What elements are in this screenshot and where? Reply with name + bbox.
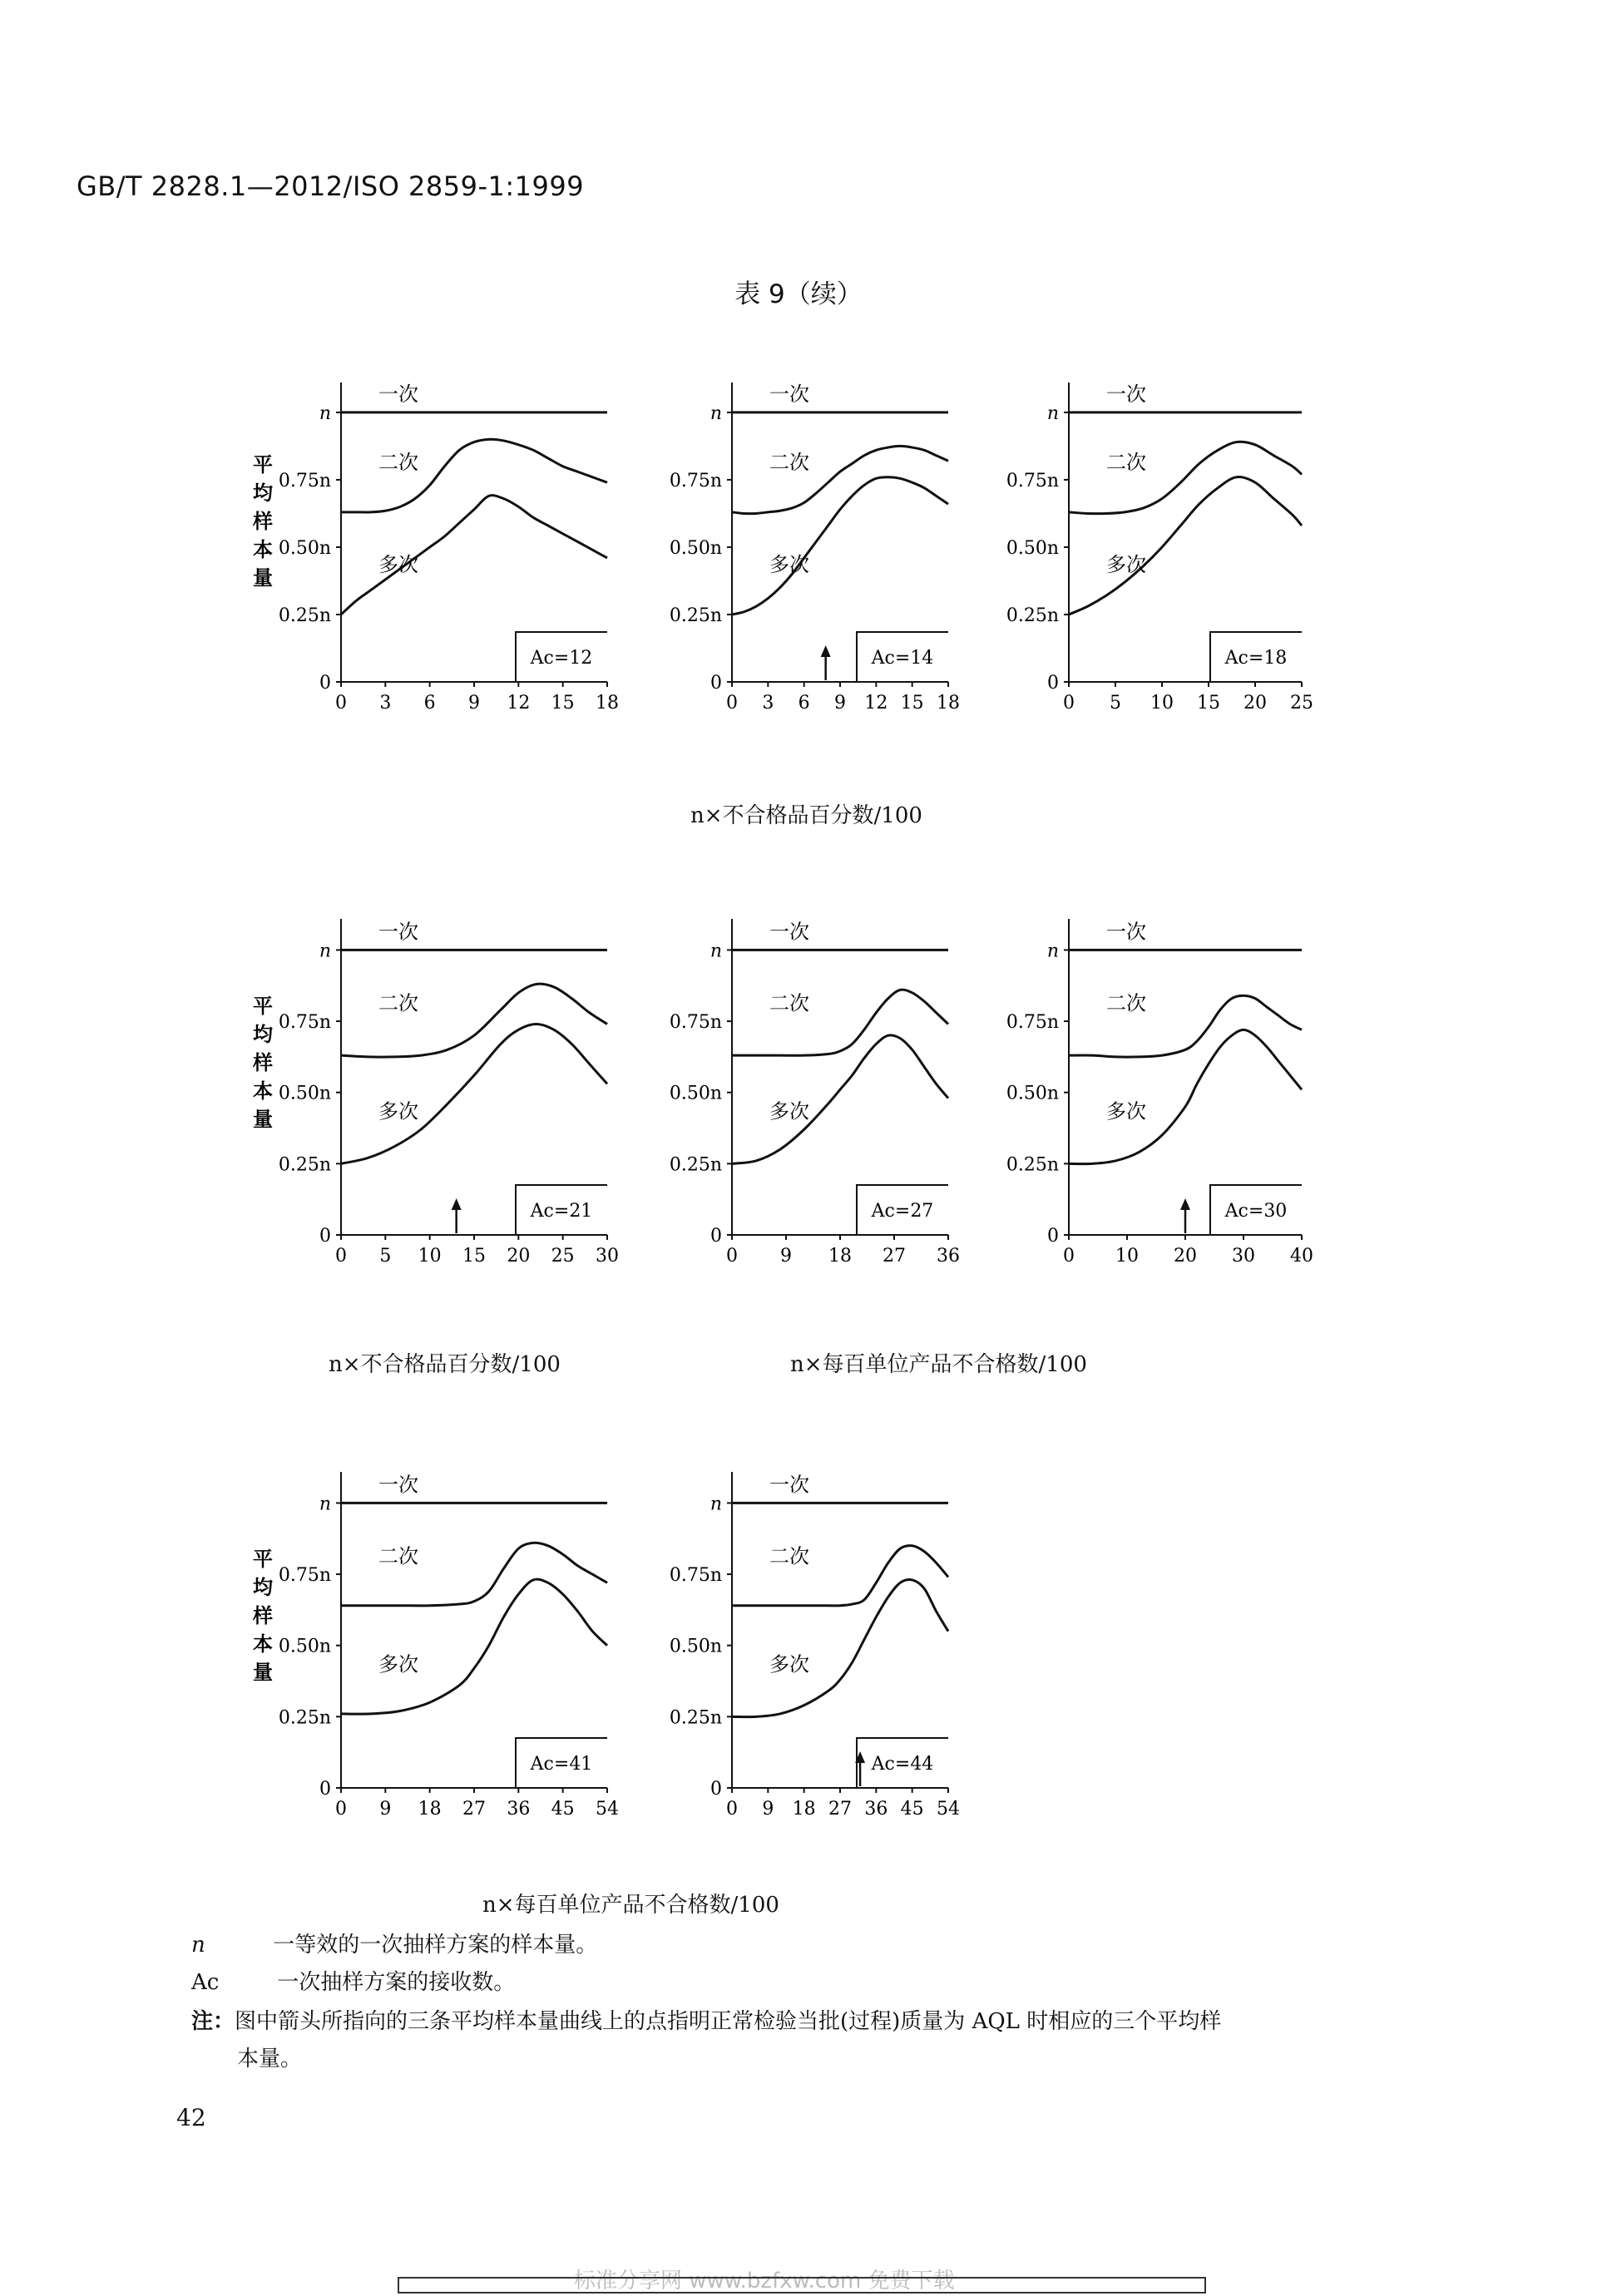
x-tick-label: 0 [335, 1246, 347, 1267]
x-tick-label: 10 [1115, 1246, 1139, 1267]
series-line-double [732, 446, 948, 513]
x-caption-row1: n×不合格品百分数/100 [690, 803, 922, 828]
x-tick-label: 9 [834, 693, 846, 713]
y-axis-label-char: 本 [253, 1632, 273, 1656]
y-tick-label: 0 [1047, 673, 1059, 694]
chart-ac21 [241, 894, 624, 1301]
series-line-double [732, 990, 948, 1055]
x-tick-label: 0 [1063, 693, 1075, 713]
table-title: 表 9（续） [734, 279, 863, 309]
y-axis-label-char: 样 [253, 1603, 273, 1627]
y-axis-label-char: 本 [253, 1079, 273, 1103]
x-tick-label: 15 [551, 693, 575, 713]
y-tick-label: 0.50n [1006, 1083, 1059, 1104]
aql-arrow-head [1180, 1198, 1190, 1210]
x-tick-label: 30 [596, 1246, 619, 1267]
y-tick-label: 0.75n [278, 1012, 331, 1034]
y-tick-label: 0 [319, 1779, 331, 1800]
y-tick-label: 0.75n [1006, 470, 1059, 491]
y-axis-label-char: 平 [253, 1547, 273, 1571]
label-multiple: 多次 [1106, 553, 1146, 577]
y-tick-label: 0.50n [669, 1636, 722, 1657]
y-tick-label: 0.25n [278, 605, 331, 626]
ac-label: Ac=30 [1224, 1201, 1288, 1222]
y-tick-label: 0.25n [1006, 605, 1059, 626]
x-tick-label: 10 [1150, 693, 1174, 713]
x-tick-label: 20 [507, 1246, 531, 1267]
legend-n-symbol: n [191, 1933, 205, 1958]
x-tick-label: 3 [379, 693, 392, 713]
chart-ac18 [969, 358, 1318, 748]
y-tick-label: n [710, 1494, 722, 1515]
y-tick-label: n [319, 941, 331, 962]
y-tick-label: 0.50n [278, 1083, 331, 1104]
y-tick-label: n [710, 402, 722, 424]
y-tick-label: 0.50n [669, 537, 722, 559]
y-tick-label: n [1046, 941, 1059, 962]
legend-n [191, 1928, 597, 1958]
y-tick-label: 0.75n [278, 470, 331, 491]
label-multiple: 多次 [1106, 1099, 1146, 1123]
x-caption-row2-left: n×不合格品百分数/100 [329, 1352, 561, 1377]
y-axis-label-char: 均 [253, 1575, 273, 1599]
x-tick-label: 12 [864, 693, 888, 713]
label-multiple: 多次 [769, 553, 809, 577]
legend-n-desc: 一等效的一次抽样方案的样本量。 [273, 1933, 598, 1958]
x-tick-label: 25 [551, 1246, 575, 1267]
y-tick-label: n [1046, 402, 1059, 424]
x-tick-label: 40 [1290, 1246, 1313, 1267]
y-tick-label: 0.25n [669, 1154, 722, 1176]
y-tick-label: 0.75n [278, 1565, 331, 1587]
label-multiple: 多次 [769, 1652, 809, 1676]
series-line-double [1069, 442, 1302, 513]
ac-label: Ac=27 [871, 1201, 934, 1222]
label-multiple: 多次 [378, 1652, 418, 1676]
y-axis-label-char: 平 [253, 453, 273, 477]
y-axis-label-char: 均 [253, 1022, 273, 1046]
label-double: 二次 [378, 991, 418, 1015]
y-axis-label-char: 量 [253, 1660, 273, 1684]
label-single: 一次 [769, 920, 809, 944]
x-tick-label: 0 [335, 693, 347, 713]
label-multiple: 多次 [378, 1099, 418, 1123]
note [191, 2004, 1414, 2035]
y-tick-label: 0 [1047, 1226, 1059, 1247]
x-tick-label: 15 [900, 693, 924, 713]
aql-arrow-head [821, 645, 831, 657]
x-tick-label: 9 [468, 693, 480, 713]
label-single: 一次 [769, 1473, 809, 1497]
chart-ac44 [632, 1447, 965, 1854]
note-label: 注： [191, 2009, 235, 2034]
label-single: 一次 [1106, 382, 1146, 406]
label-double: 二次 [1106, 991, 1146, 1015]
page-number: 42 [176, 2104, 206, 2131]
x-tick-label: 54 [937, 1799, 960, 1820]
chart-ac41 [241, 1447, 624, 1854]
x-tick-label: 27 [828, 1799, 852, 1820]
x-tick-label: 15 [462, 1246, 486, 1267]
x-tick-label: 15 [1197, 693, 1220, 713]
x-tick-label: 0 [335, 1799, 347, 1820]
y-tick-label: 0.75n [669, 1565, 722, 1587]
x-tick-label: 25 [1290, 693, 1313, 713]
y-tick-label: 0.25n [1006, 1154, 1059, 1176]
ac-label: Ac=44 [871, 1754, 934, 1775]
x-tick-label: 9 [762, 1799, 774, 1820]
label-single: 一次 [1106, 920, 1146, 944]
y-tick-label: 0.25n [278, 1707, 331, 1729]
label-double: 二次 [378, 1544, 418, 1568]
document-header: GB/T 2828.1—2012/ISO 2859-1:1999 [77, 170, 585, 202]
x-tick-label: 0 [1063, 1246, 1075, 1267]
label-single: 一次 [769, 382, 809, 406]
x-tick-label: 54 [596, 1799, 619, 1820]
y-tick-label: 0.50n [278, 537, 331, 559]
y-tick-label: 0 [710, 1226, 722, 1247]
y-tick-label: 0.75n [1006, 1012, 1059, 1034]
x-tick-label: 5 [1110, 693, 1121, 713]
label-single: 一次 [378, 1473, 418, 1497]
x-tick-label: 18 [418, 1799, 442, 1820]
y-axis-label-char: 平 [253, 994, 273, 1018]
x-tick-label: 12 [507, 693, 531, 713]
ac-label: Ac=12 [530, 648, 593, 669]
y-tick-label: 0 [319, 1226, 331, 1247]
series-line-multiple [341, 1579, 607, 1714]
x-tick-label: 27 [462, 1799, 486, 1820]
y-tick-label: 0.75n [669, 470, 722, 491]
x-tick-label: 6 [423, 693, 436, 713]
x-tick-label: 9 [379, 1799, 392, 1820]
x-tick-label: 10 [418, 1246, 442, 1267]
y-axis-label-char: 样 [253, 510, 273, 534]
x-tick-label: 45 [551, 1799, 575, 1820]
legend-ac [191, 1965, 515, 1996]
chart-ac14 [632, 358, 965, 748]
x-tick-label: 27 [883, 1246, 906, 1267]
x-tick-label: 20 [1174, 1246, 1197, 1267]
note-line1: 图中箭头所指向的三条平均样本量曲线上的点指明正常检验当批(过程)质量为 AQL 时相应的三个平均样 [235, 2009, 1222, 2034]
series-line-multiple [1069, 476, 1302, 614]
x-tick-label: 45 [900, 1799, 924, 1820]
y-tick-label: 0 [710, 673, 722, 694]
series-line-double [732, 1546, 948, 1606]
y-tick-label: 0.50n [278, 1636, 331, 1657]
y-tick-label: n [319, 402, 331, 424]
y-tick-label: n [319, 1494, 331, 1515]
footer-watermark: 标准分享网 www.bzfxw.com 免费下载 [574, 2269, 955, 2294]
x-tick-label: 0 [726, 693, 738, 713]
label-double: 二次 [769, 991, 809, 1015]
x-tick-label: 36 [937, 1246, 960, 1267]
x-caption-row2-right: n×每百单位产品不合格数/100 [790, 1352, 1087, 1377]
ac-label: Ac=21 [530, 1201, 593, 1222]
footer-bar [398, 2277, 1206, 2294]
aql-arrow-head [452, 1198, 462, 1210]
chart-ac12 [241, 358, 624, 748]
x-tick-label: 0 [726, 1246, 738, 1267]
label-double: 二次 [769, 1544, 809, 1568]
chart-ac27 [632, 894, 965, 1301]
y-axis-label-char: 本 [253, 538, 273, 562]
legend-ac-desc: 一次抽样方案的接收数。 [277, 1970, 516, 1995]
ac-label: Ac=41 [530, 1754, 593, 1775]
x-caption-row3: n×每百单位产品不合格数/100 [482, 1893, 779, 1918]
y-tick-label: 0 [710, 1779, 722, 1800]
x-tick-label: 18 [828, 1246, 852, 1267]
y-tick-label: 0.25n [669, 605, 722, 626]
ac-label: Ac=14 [871, 648, 934, 669]
x-tick-label: 36 [507, 1799, 531, 1820]
series-line-multiple [732, 477, 948, 615]
x-tick-label: 18 [596, 693, 619, 713]
label-single: 一次 [378, 920, 418, 944]
y-axis-label-char: 量 [253, 1107, 273, 1131]
label-single: 一次 [378, 382, 418, 406]
label-double: 二次 [769, 450, 809, 474]
series-line-multiple [732, 1579, 948, 1716]
y-axis-label-char: 均 [253, 481, 273, 506]
note-continued: 本量。 [237, 2047, 303, 2071]
x-tick-label: 0 [726, 1799, 738, 1820]
y-tick-label: 0.75n [669, 1012, 722, 1034]
y-tick-label: n [710, 941, 722, 962]
x-tick-label: 6 [798, 693, 810, 713]
ac-label: Ac=18 [1224, 648, 1288, 669]
label-multiple: 多次 [769, 1099, 809, 1123]
y-tick-label: 0.50n [1006, 537, 1059, 559]
y-tick-label: 0.25n [278, 1154, 331, 1176]
x-tick-label: 20 [1243, 693, 1267, 713]
x-tick-label: 30 [1232, 1246, 1255, 1267]
x-tick-label: 18 [937, 693, 960, 713]
y-tick-label: 0 [319, 673, 331, 694]
series-line-multiple [341, 1024, 607, 1163]
label-double: 二次 [378, 450, 418, 474]
y-axis-label-char: 量 [253, 566, 273, 590]
x-tick-label: 5 [379, 1246, 392, 1267]
x-tick-label: 36 [864, 1799, 888, 1820]
x-tick-label: 3 [762, 693, 774, 713]
y-axis-label-char: 样 [253, 1050, 273, 1074]
y-tick-label: 0.25n [669, 1707, 722, 1729]
label-multiple: 多次 [378, 553, 418, 577]
legend-ac-symbol: Ac [191, 1970, 220, 1995]
y-tick-label: 0.50n [669, 1083, 722, 1104]
label-double: 二次 [1106, 450, 1146, 474]
x-tick-label: 18 [792, 1799, 816, 1820]
x-tick-label: 9 [780, 1246, 792, 1267]
chart-ac30 [969, 894, 1318, 1301]
